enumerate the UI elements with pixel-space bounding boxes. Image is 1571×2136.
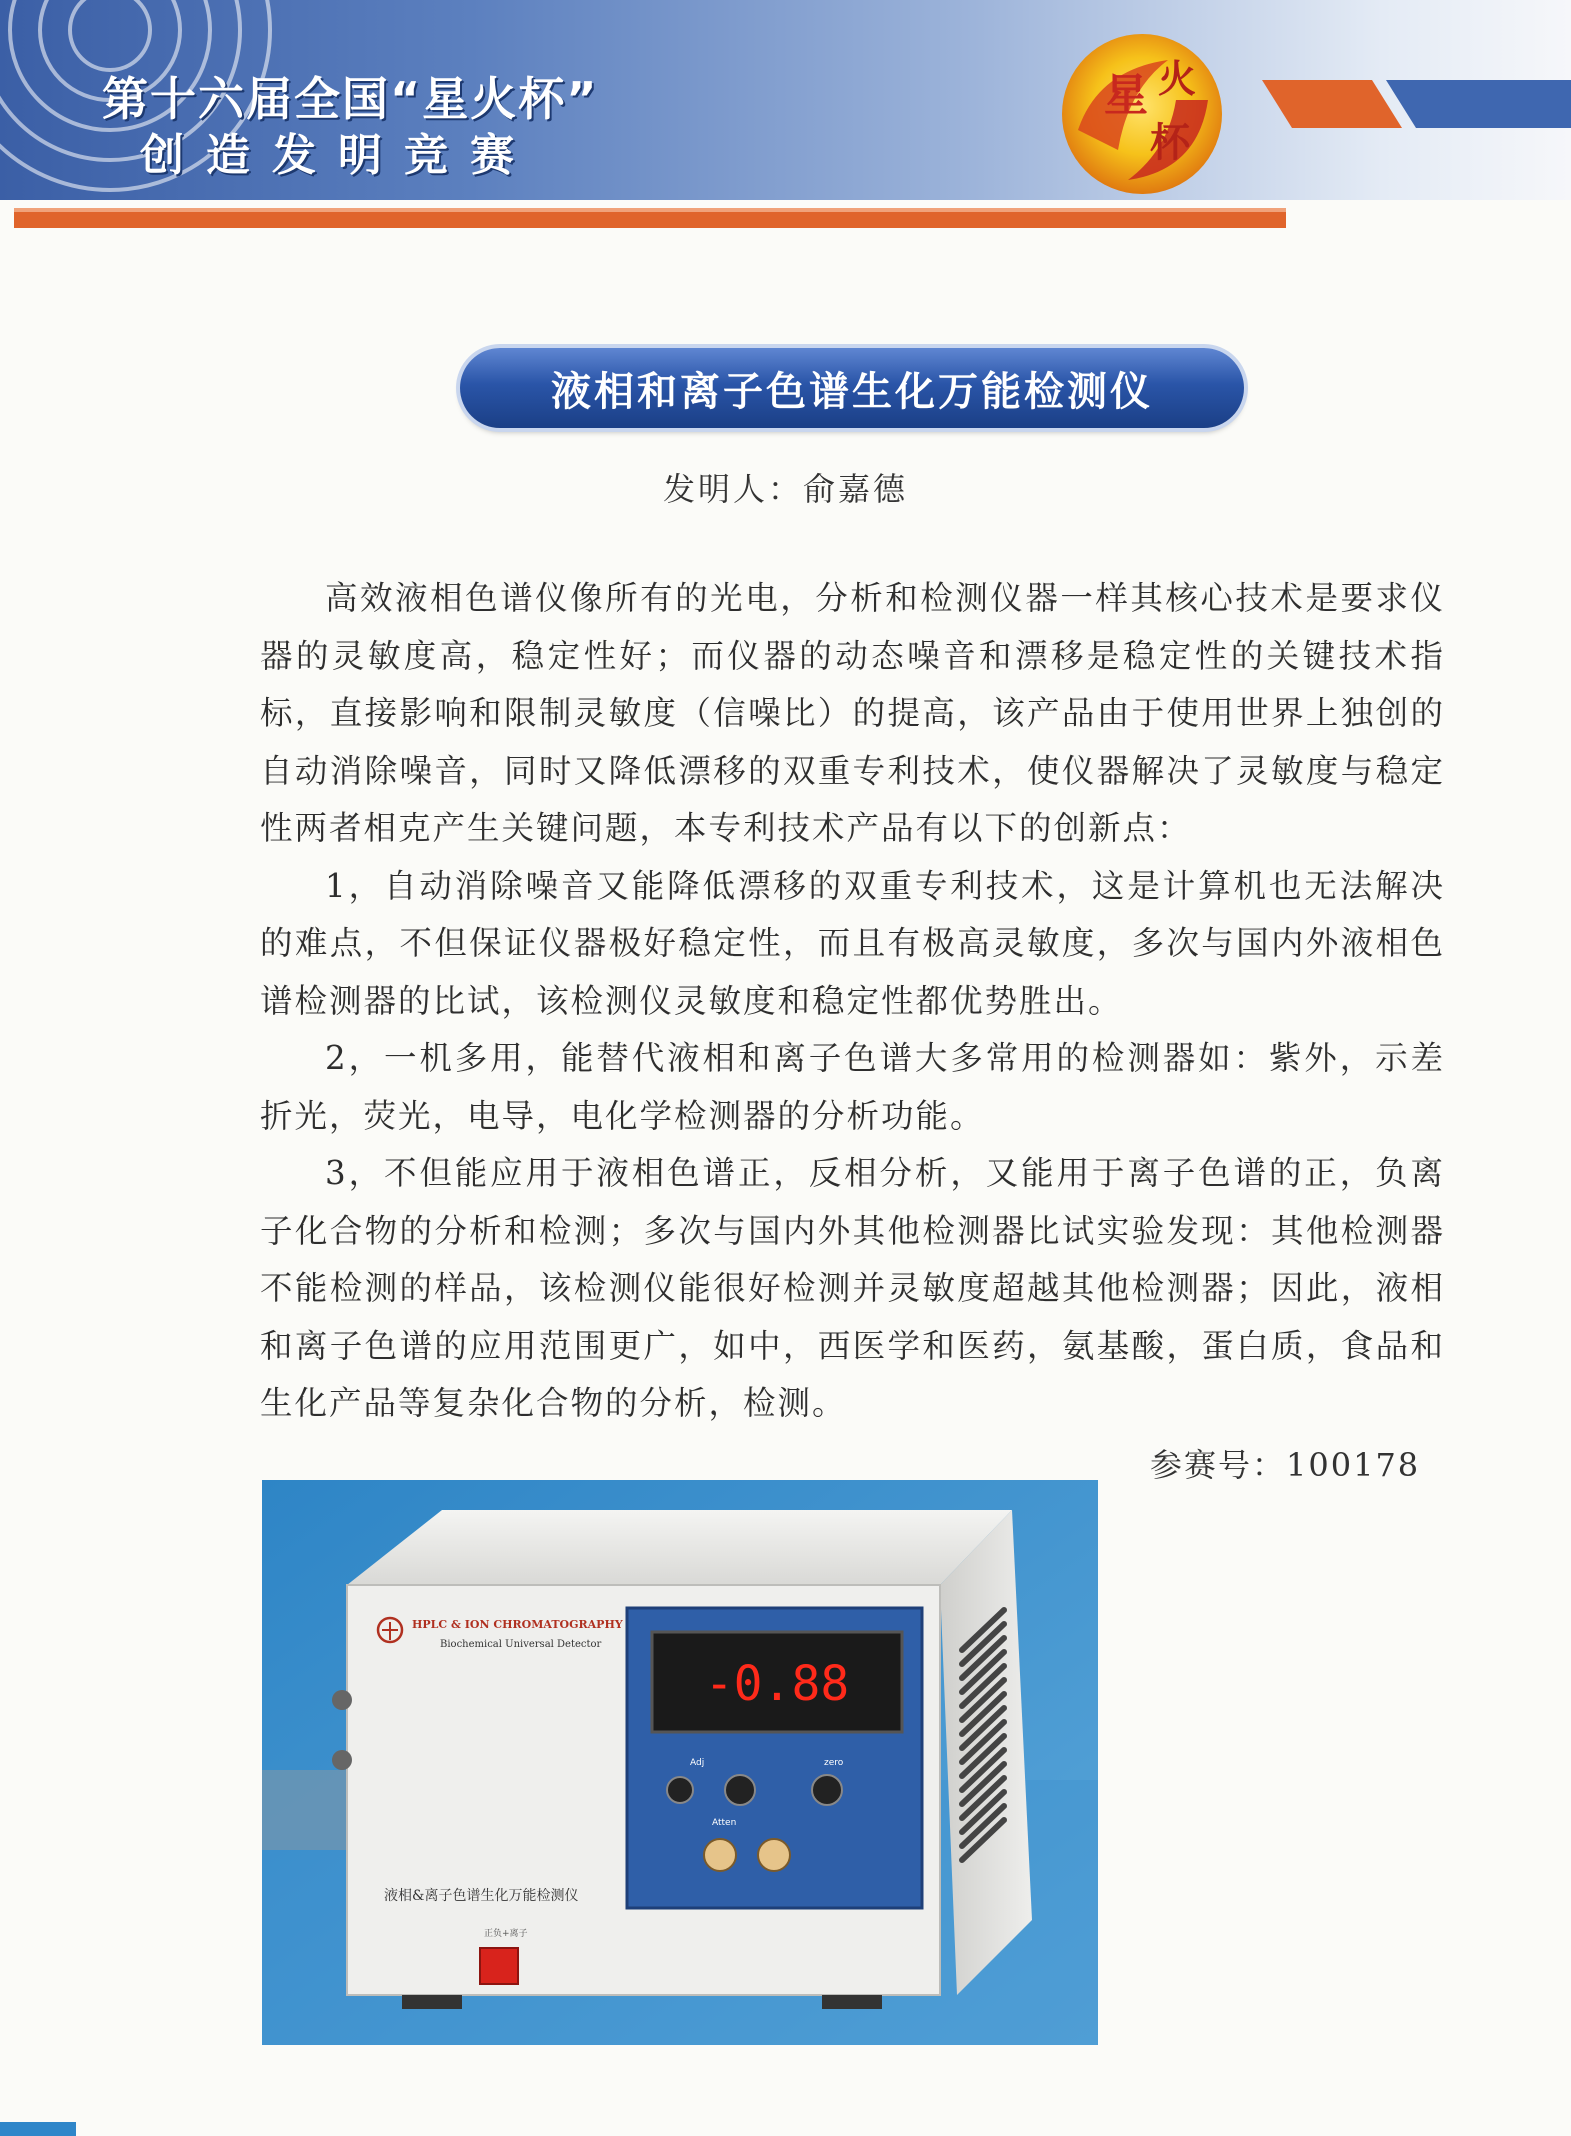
xinghuobei-logo-icon (1058, 30, 1226, 198)
range-knob (667, 1777, 693, 1803)
competition-title-line2: 创造发明竞赛 (140, 130, 536, 181)
adjust-knob (725, 1775, 755, 1805)
knob-label-zero: zero (824, 1758, 844, 1768)
article-title: 液相和离子色谱生化万能检测仪 (460, 348, 1244, 428)
panel-label-english: HPLC & ION CHROMATOGRAPHY (412, 1618, 623, 1631)
paragraph-point-1: 1，自动消除噪音又能降低漂移的双重专利技术，这是计算机也无法解决的难点，不但保证仪器极好稳定性，而且有极高灵敏度，多次与国内外液相色谱检测器的比试，该检测仪灵敏度和稳定性都优势胜出。 (260, 866, 1445, 1020)
knob-label-atten: Atten (712, 1818, 737, 1828)
panel-label-chinese: 液相&离子色谱生化万能检测仪 (384, 1888, 579, 1904)
inventor-line: 发明人：俞嘉德 (662, 470, 908, 508)
competition-title (102, 70, 598, 184)
header-band (0, 0, 1571, 200)
logo-char-3: 杯 (1150, 119, 1190, 166)
device-top (347, 1510, 1012, 1585)
product-photo (262, 1480, 1098, 2045)
paragraph-point-3: 3，不但能应用于液相色谱正，反相分析，又能用于离子色谱的正，负离子化合物的分析和检测；多次与国内外其他检测器比试实验发现：其他检测器不能检测的样品，该检测仪能很好检测并灵敏度超越其他检测器；因此，液相和离子色谱的应用范围更广，如中，西医学和医药，氨基酸，蛋白质，食品和生化产品等复杂化合物的分析，检测。 (260, 1154, 1445, 1422)
header-stripes-icon (1262, 80, 1571, 128)
logo-char-1: 星 (1104, 70, 1148, 121)
knob-label-adj: Adj (690, 1758, 705, 1768)
entry-number: 参赛号：100178 (1150, 1446, 1421, 1484)
competition-title-line1: 第十六届全国“星火杯” (102, 72, 599, 126)
paragraph-intro: 高效液相色谱仪像所有的光电，分析和检测仪器一样其核心技术是要求仪器的灵敏度高，稳定性好；而仪器的动态噪音和漂移是稳定性的关键技术指标，直接影响和限制灵敏度（信噪比）的提高，该产品由于使用世界上独创的自动消除噪音，同时又降低漂移的双重专利技术，使仪器解决了灵敏度与稳定性两者相克产生关键问题，本专利技术产品有以下的创新点： (260, 579, 1445, 847)
zero-knob (812, 1775, 842, 1805)
switch-label: 正负+离子 (484, 1929, 528, 1939)
display-reading: -0.88 (704, 1656, 850, 1712)
logo-char-2: 火 (1158, 56, 1197, 101)
paragraph-point-2: 2，一机多用，能替代液相和离子色谱大多常用的检测器如：紫外，示差折光，荧光，电导，电化学检测器的分析功能。 (260, 1039, 1445, 1135)
panel-label-subtitle: Biochemical Universal Detector (440, 1639, 602, 1650)
fine-knob (758, 1839, 790, 1871)
power-button (480, 1948, 518, 1984)
article-body (260, 570, 1445, 1433)
header-divider (14, 208, 1286, 228)
page-corner-tab (0, 2122, 76, 2136)
atten-knob (704, 1839, 736, 1871)
